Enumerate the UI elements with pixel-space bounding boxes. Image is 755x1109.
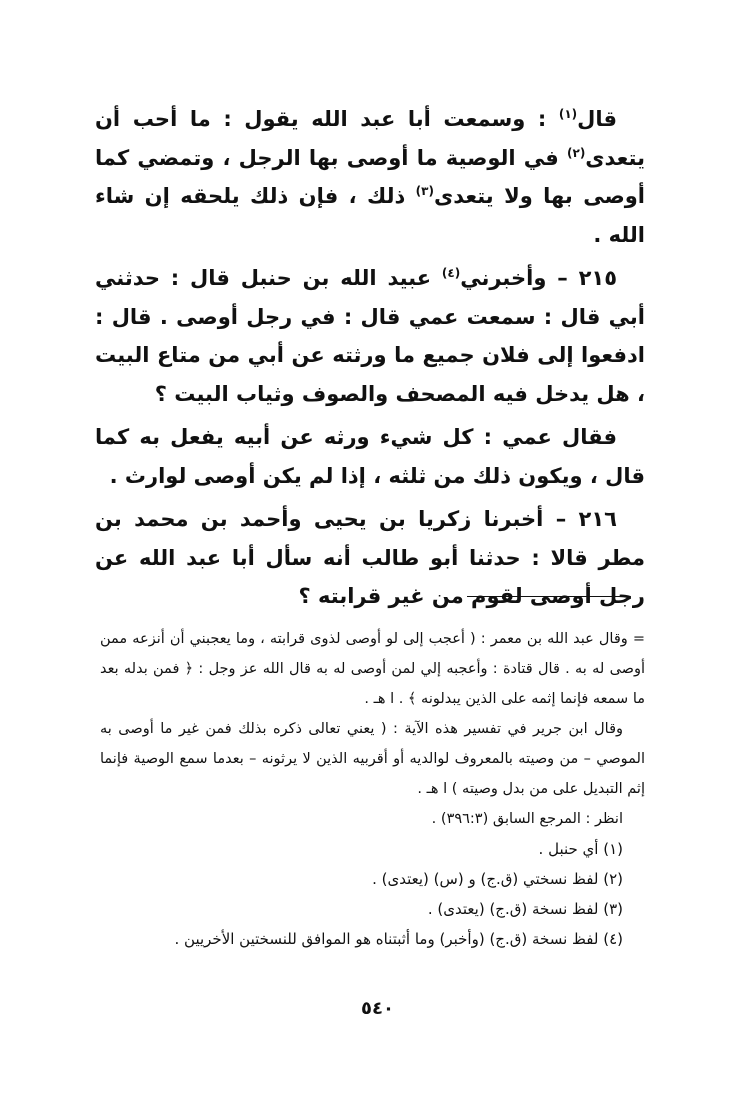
footnote-ibn-jarir: وقال ابن جرير في تفسير هذه الآية : ( يعني تعالى ذكره بذلك فمن غير ما أوصى به الموصي – من وصيته بالمعروف لوالديه أو أقربيه الذين لا يرثونه – بعدما سمع الوصية فإنما إثم التبديل على من بدل وصيته ) ا هـ . (100, 721, 645, 797)
paragraph-1 (95, 100, 645, 254)
paragraph-1-text-b: : وسمعت أبا عبد الله يقول : ما أحب أن يتعدى (95, 107, 645, 170)
paragraph-216: ٢١٦ – أخبرنا زكريا بن يحيى وأحمد بن محمد بن مطر قالا : حدثنا أبو طالب أنه سأل أبا عبد الله عن رجل أوصى لقوم من غير قرابته ؟ (95, 507, 645, 608)
footnote-2: (٢) لفظ نسختي (ق.ج) و (س) (يعتدى) . (372, 870, 623, 888)
footnote-ref-4: (٤) (441, 266, 461, 280)
main-text-body (95, 100, 645, 616)
footnotes-section (100, 624, 645, 954)
footnote-separator (467, 596, 629, 597)
paragraph-1-text-d: ذلك ، فإن ذلك يلحقه إن شاء الله . (95, 184, 645, 247)
footnote-continuation: = وقال عبد الله بن معمر : ( أعجب إلى لو أوصى لذوى قرابته ، وما يعجبني أن أنزعه ممن أوصى له به . قال قتادة : وأعجبه إلي لمن أوصى له به قال الله عز وجل : ﴿ فمن بدله بعد ما سمعه فإنما إثمه على الذين يبدلونه ﴾ . ا هـ . (100, 631, 645, 707)
paragraph-1-text-a: قال (577, 107, 617, 131)
paragraph-215-text-a: ٢١٥ – وأخبرني (460, 266, 618, 290)
paragraph-215-text-b: عبيد الله بن حنبل قال : حدثني أبي قال : سمعت عمي قال : في رجل أوصى . قال : ادفعوا إلى فلان جميع ما ورثته عن أبي من متاع البيت ، هل يدخل فيه المصحف والصوف وثياب البيت ؟ (95, 266, 645, 406)
footnote-ref-2: (٢) (567, 145, 586, 160)
footnote-ref-1: (١) (558, 107, 578, 121)
footnote-4: (٤) لفظ نسخة (ق.ج) (وأخبر) وما أثبتناه هو الموافق للنسختين الأخريين . (174, 930, 623, 948)
footnote-reference: انظر : المرجع السابق (٣٩٦:٣) . (431, 811, 623, 827)
page-number: ٥٤٠ (361, 998, 394, 1019)
paragraph-215 (95, 259, 645, 413)
footnote-3: (٣) لفظ نسخة (ق.ج) (يعتدى) . (427, 900, 623, 918)
footnote-1: (١) أي حنبل . (538, 840, 623, 858)
paragraph-1-text-c: في الوصية ما أوصى بها الرجل ، وتمضي كما أوصى بها ولا يتعدى (95, 145, 645, 208)
footnote-ref-3: (٣) (415, 184, 434, 198)
paragraph-answer: فقال عمي : كل شيء ورثه عن أبيه يفعل به كما قال ، ويكون ذلك من ثلثه ، إذا لم يكن أوصى لوارث . (95, 425, 645, 488)
